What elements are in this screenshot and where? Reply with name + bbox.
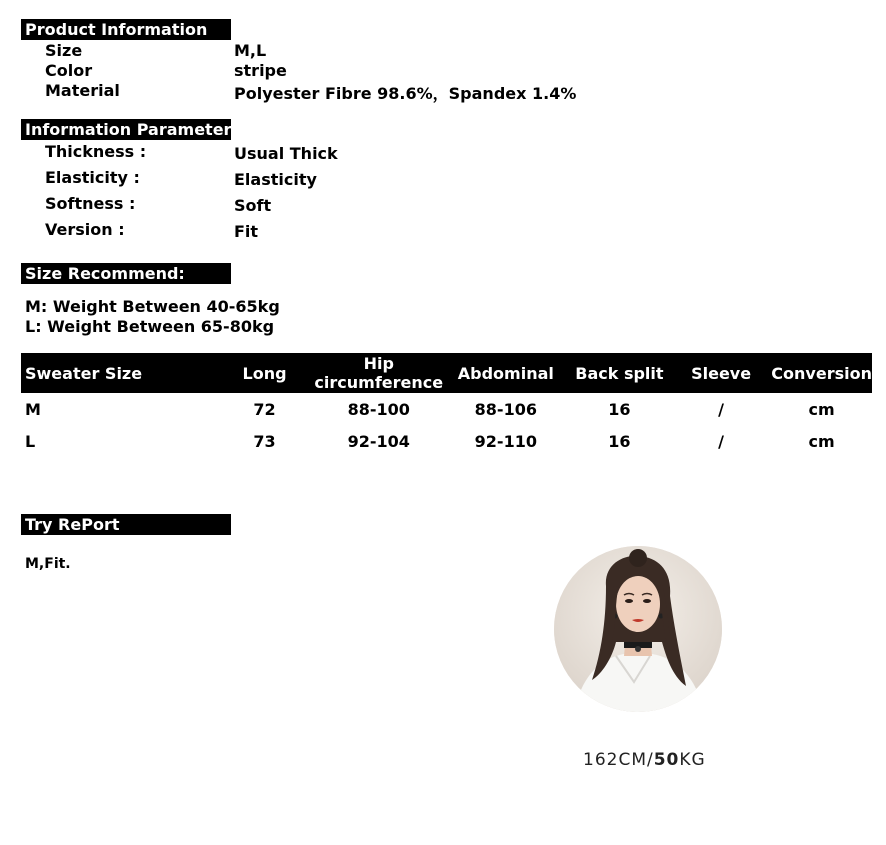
cell-sleeve: / — [718, 431, 725, 451]
info-param-header: Information Parameter — [21, 119, 231, 140]
material-value: Polyester Fibre 98.6%，Spandex 1.4% — [234, 84, 577, 103]
col-header-hip — [314, 353, 444, 393]
model-size-caption — [583, 750, 706, 770]
table-row — [21, 393, 872, 425]
softness-value: Soft — [234, 196, 272, 215]
version-value: Fit — [234, 222, 259, 241]
try-report-header: Try RePort — [21, 514, 231, 535]
col-header-long: Long — [215, 353, 313, 393]
cell-abdominal: 92-110 — [474, 431, 537, 451]
cell-long: 73 — [253, 431, 276, 451]
try-report-text: M,Fit. — [25, 556, 71, 572]
cell-sleeve: / — [718, 399, 725, 419]
model-photo — [554, 546, 722, 712]
col-header-hip-text: Hip circumference — [314, 354, 444, 392]
cell-size: L — [25, 431, 36, 451]
caption-height: 162CM/ — [583, 750, 654, 770]
col-header-conversion: Conversion — [771, 353, 872, 393]
cell-abdominal: 88-106 — [474, 399, 537, 419]
caption-weight-number: 50 — [653, 750, 680, 770]
size-table — [21, 353, 872, 457]
size-table-header-row — [21, 353, 872, 393]
thickness-label: Thickness : — [45, 142, 147, 161]
col-header-sweater-size: Sweater Size — [21, 353, 215, 393]
cell-back-split: 16 — [608, 431, 631, 451]
color-value: stripe — [234, 61, 287, 80]
model-portrait-illustration — [554, 546, 722, 712]
cell-hip: 92-104 — [347, 431, 410, 451]
recommend-line-l: L: Weight Between 65-80kg — [25, 317, 275, 336]
cell-size: M — [25, 399, 41, 419]
version-label: Version : — [45, 220, 125, 239]
col-header-sleeve: Sleeve — [671, 353, 771, 393]
col-header-abdominal: Abdominal — [444, 353, 568, 393]
color-label: Color — [45, 61, 93, 80]
softness-label: Softness : — [45, 194, 136, 213]
size-recommend-header: Size Recommend: — [21, 263, 231, 284]
cell-back-split: 16 — [608, 399, 631, 419]
recommend-line-m: M: Weight Between 40-65kg — [25, 297, 280, 316]
elasticity-label: Elasticity : — [45, 168, 140, 187]
table-row — [21, 425, 872, 457]
cell-conversion: cm — [808, 431, 835, 451]
col-header-back-split: Back split — [568, 353, 671, 393]
caption-weight-unit: KG — [679, 750, 706, 770]
cell-long: 72 — [253, 399, 276, 419]
size-label: Size — [45, 41, 83, 60]
size-value: M,L — [234, 41, 267, 60]
cell-conversion: cm — [808, 399, 835, 419]
cell-hip: 88-100 — [347, 399, 410, 419]
product-info-header: Product Information — [21, 19, 231, 40]
thickness-value: Usual Thick — [234, 144, 338, 163]
elasticity-value: Elasticity — [234, 170, 317, 189]
material-label: Material — [45, 81, 120, 100]
